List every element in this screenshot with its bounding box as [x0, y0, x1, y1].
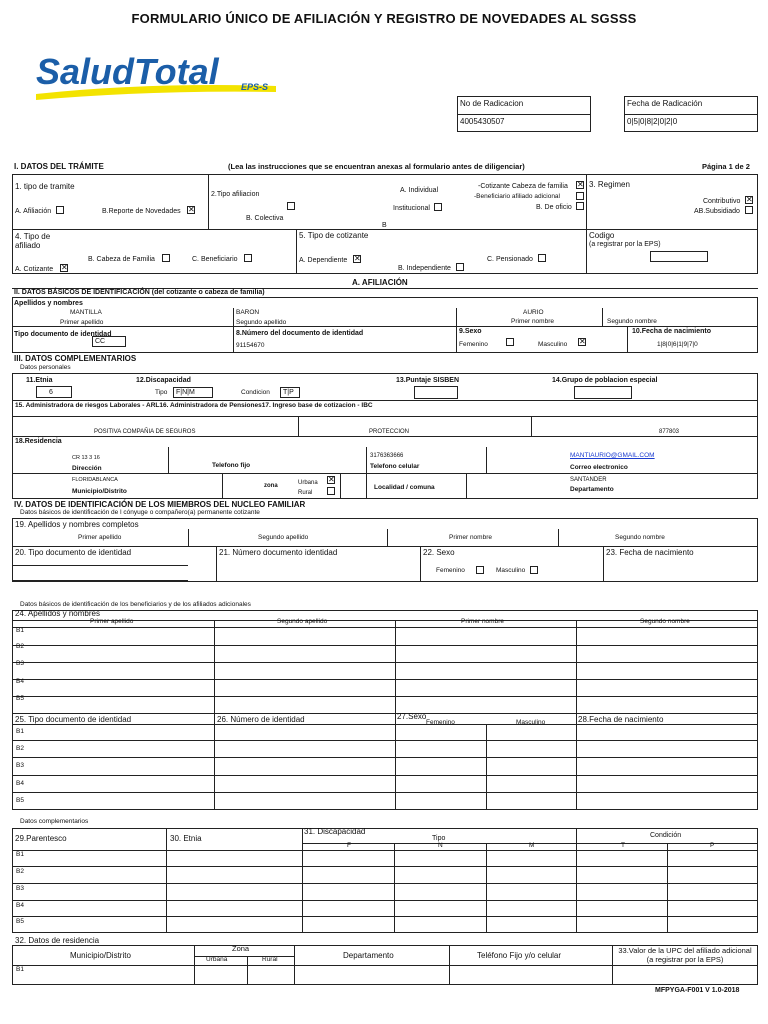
pensiones-value[interactable]: PROTECCION — [369, 429, 410, 435]
b-segundo-apellido: Segundo apellido — [277, 618, 328, 625]
tipo-doc-label: Tipo documento de identidad — [14, 331, 112, 338]
form-title: FORMULARIO ÚNICO DE AFILIACIÓN Y REGISTRO DE NOVEDADES AL SGSSS — [131, 11, 637, 26]
primer-nombre-value[interactable]: AURIO — [523, 309, 544, 316]
pensionado-option: C. Pensionado — [487, 256, 533, 263]
b-femenino-label: Femenino — [426, 719, 455, 726]
col-f: F — [347, 842, 351, 849]
contributivo-option: Contributivo — [703, 198, 741, 205]
num-doc-label: 8.Número del documento de identidad — [236, 330, 364, 337]
primer-nombre-label: Primer nombre — [511, 318, 554, 325]
conyuge-num-doc: 21. Número documento identidad — [219, 548, 338, 557]
poblacion-label: 14.Grupo de poblacion especial — [552, 377, 658, 384]
b-nacimiento-label: 28.Fecha de nacimiento — [578, 715, 664, 724]
tramite-section-title: I. DATOS DEL TRÁMITE — [14, 162, 104, 171]
subsidiado-checkbox[interactable] — [745, 206, 753, 214]
row-label-b5-doc: B5 — [16, 797, 24, 804]
tipo-tramite-label: 1. tipo de tramite — [15, 182, 75, 191]
individual-option: A. Individual — [400, 187, 439, 194]
reporte-checkbox[interactable]: ✕ — [188, 205, 195, 214]
b-condicion-label: Condición — [650, 832, 682, 839]
logo-text: SaludTotal — [36, 51, 219, 92]
b-masculino-label: Masculino — [516, 719, 546, 726]
b-discapacidad-label: 31. Discapacidad — [304, 827, 366, 836]
nacimiento-value[interactable]: 1|8|0|6|1|9|7|0 — [657, 341, 698, 348]
discapacidad-label: 12.Discapacidad — [136, 377, 191, 384]
independiente-option: B. Independiente — [398, 265, 451, 272]
sisben-field[interactable] — [414, 386, 458, 399]
basicos-heading: II. DATOS BÁSICOS DE IDENTIFICACIÓN (del cotizante o cabeza de familia) — [14, 289, 265, 296]
res-zona-label: Zona — [232, 944, 250, 953]
radicacion-label: No de Radicacion — [460, 99, 524, 108]
afiliacion-heading: A. AFILIACIÓN — [352, 278, 408, 287]
b-tipo-doc-label: 25. Tipo documento de identidad — [15, 715, 132, 724]
masculino-option: Masculino — [538, 341, 568, 348]
row-label-b5-comp: B5 — [16, 918, 24, 925]
urbana-option: Urbana — [298, 480, 318, 486]
segundo-nombre-label: Segundo nombre — [607, 318, 657, 325]
tipo-afiliado-label: 4. Tipo de afiliado — [15, 232, 51, 250]
urbana-checkbox[interactable]: ✕ — [328, 475, 335, 484]
row-label-b3: B3 — [16, 660, 24, 667]
fecha-radicacion-value[interactable]: 0|5|0|8|2|0|2|0 — [627, 117, 678, 126]
b-segundo-nombre: Segundo nombre — [640, 618, 690, 625]
etnia-label: 11.Etnia — [26, 377, 53, 384]
salud-total-logo — [32, 46, 282, 108]
institucional-option: Institucional — [393, 205, 430, 212]
row-label-b4-comp: B4 — [16, 902, 24, 909]
celular-value[interactable]: 3176363666 — [370, 453, 404, 459]
zona-label: zona — [264, 483, 278, 489]
page-number: Página 1 de 2 — [702, 162, 750, 171]
b-num-label: 26. Número de identidad — [217, 715, 305, 724]
res-municipio-label: Municipio/Distrito — [70, 951, 131, 960]
conyuge-primer-nombre: Primer nombre — [449, 534, 492, 541]
condicion-value[interactable]: T|P — [280, 387, 300, 398]
row-label-b1-res: B1 — [16, 966, 24, 973]
beneficiario-option: C. Beneficiario — [192, 256, 238, 263]
logo-sub: EPS-S — [241, 82, 269, 92]
row-label-b2-comp: B2 — [16, 868, 24, 875]
tipo-label: Tipo — [155, 389, 168, 396]
beneficiarios-names-table — [12, 610, 758, 810]
col-m: M — [529, 842, 535, 849]
cotizante-checkbox[interactable]: ✕ — [61, 263, 68, 272]
b-primer-nombre: Primer nombre — [461, 618, 504, 625]
primer-apellido-label: Primer apellido — [60, 319, 104, 326]
departamento-value[interactable]: SANTANDER — [570, 477, 607, 483]
conyuge-nacimiento: 23. Fecha de nacimiento — [606, 548, 694, 557]
celular-label: Telefono celular — [370, 463, 420, 470]
colectiva-checkbox[interactable] — [287, 202, 295, 210]
telefono-fijo-label: Telefono fijo — [212, 462, 251, 469]
dependiente-option: A. Dependiente — [299, 257, 348, 264]
beneficiario-adicional-option: -Beneficiario afiliado adicional — [474, 193, 560, 200]
res-rural-label: Rural — [262, 956, 278, 963]
codigo-field[interactable] — [650, 251, 708, 262]
femenino-checkbox[interactable] — [506, 338, 514, 346]
conyuge-primer-apellido: Primer apellido — [78, 534, 122, 541]
independiente-checkbox[interactable] — [456, 263, 464, 271]
row-label-b4-doc: B4 — [16, 780, 24, 787]
personales-label: Datos personales — [20, 364, 71, 371]
beneficiario-checkbox[interactable] — [244, 254, 252, 262]
row-label-b1: B1 — [16, 627, 24, 634]
radicacion-value[interactable]: 4005430507 — [460, 117, 505, 126]
cotizante-cabeza-checkbox[interactable]: ✕ — [577, 180, 584, 189]
footer-code: MFPYGA-F001 V 1.0-2018 — [655, 987, 740, 994]
afiliacion-option: A. Afiliación — [15, 208, 52, 215]
row-label-b5: B5 — [16, 695, 24, 702]
tipo-value[interactable]: F|N|M — [173, 387, 213, 398]
conyuge-masculino-checkbox[interactable] — [530, 566, 538, 574]
cabeza-familia-option: B. Cabeza de Familia — [88, 256, 155, 263]
fecha-radicacion-label: Fecha de Radicación — [627, 99, 703, 108]
b-primer-apellido: Primer apellido — [90, 618, 134, 625]
rural-option: Rural — [298, 490, 313, 496]
b-tipo-label: Tipo — [432, 835, 446, 842]
residencia-label: 32. Datos de residencia — [15, 936, 100, 945]
codigo-sub: (a registrar por la EPS) — [589, 241, 661, 248]
conyuge-tipo-doc: 20. Tipo documento de identidad — [15, 548, 132, 557]
contributivo-checkbox[interactable]: ✕ — [746, 195, 753, 204]
row-label-b2: B2 — [16, 643, 24, 650]
poblacion-field[interactable] — [574, 386, 632, 399]
arl-value[interactable]: POSITIVA COMPAÑIA DE SEGUROS — [94, 429, 196, 435]
cabeza-familia-checkbox[interactable] — [162, 254, 170, 262]
afiliacion-checkbox[interactable] — [56, 206, 64, 214]
beneficiario-adicional-checkbox[interactable] — [576, 192, 584, 200]
nacimiento-label: 10.Fecha de nacimiento — [632, 328, 711, 335]
departamento-label: Departamento — [570, 486, 614, 493]
institucional-checkbox[interactable] — [434, 203, 442, 211]
cotizante-cabeza-option: -Cotizante Cabeza de familia — [478, 183, 568, 190]
num-doc-value[interactable]: 91154670 — [236, 342, 265, 349]
beneficiarios-apellidos-label: 24. Apellidos y nombres — [15, 609, 100, 618]
res-urbana-label: Urbana — [206, 956, 228, 963]
arl-line-label: 15. Administradora de riesgos Laborales - ARL16. Administradora de Pensiones17. Ingreso base de cotizacion - IBC — [15, 402, 373, 409]
col-t: T — [621, 842, 625, 849]
femenino-option: Femenino — [459, 341, 488, 348]
conyuge-sexo: 22. Sexo — [423, 548, 455, 557]
reporte-option: B.Reporte de Novedades — [102, 208, 181, 215]
pensionado-checkbox[interactable] — [538, 254, 546, 262]
tipo-doc-value[interactable]: CC — [92, 336, 126, 347]
municipio-label: Municipio/Distrito — [72, 488, 127, 495]
b-sexo-label: 27.Sexo — [397, 712, 427, 721]
dependiente-checkbox[interactable]: ✕ — [354, 254, 361, 263]
direccion-label: Dirección — [72, 465, 102, 472]
codigo-label: Codigo — [589, 231, 615, 240]
residencia-label: 18.Residencia — [15, 438, 62, 445]
parentesco-label: 29.Parentesco — [15, 834, 67, 843]
segundo-apellido-value[interactable]: BARON — [236, 309, 260, 316]
de-oficio-option: B. De oficio — [536, 204, 572, 211]
masculino-checkbox[interactable]: ✕ — [579, 337, 586, 346]
instructions-text: (Lea las instrucciones que se encuentran anexas al formulario antes de diligenciar) — [228, 162, 525, 171]
conyuge-segundo-nombre: Segundo nombre — [615, 534, 665, 541]
segundo-apellido-label: Segundo apellido — [236, 319, 287, 326]
email-label: Correo electronico — [570, 464, 628, 471]
sisben-label: 13.Puntaje SISBEN — [396, 377, 460, 384]
res-upc-label: 33.Valor de la UPC del afiliado adicional (a registrar por la EPS) — [618, 946, 752, 964]
tipo-afiliacion-label: 2.Tipo afiliacion — [211, 191, 260, 198]
complementarios-heading: III. DATOS COMPLEMENTARIOS — [14, 354, 137, 363]
conyuge-femenino-checkbox[interactable] — [476, 566, 484, 574]
conyuge-masculino: Masculino — [496, 567, 526, 574]
tipo-cotizante-label: 5. Tipo de cotizante — [299, 231, 369, 240]
row-label-b4: B4 — [16, 678, 24, 685]
res-telefono-label: Teléfono Fijo y/o celular — [477, 951, 562, 960]
rural-checkbox[interactable] — [327, 487, 335, 495]
col-p: P — [710, 842, 715, 849]
direccion-value[interactable]: CR 13 3 16 — [72, 455, 100, 461]
etnia-value[interactable]: 6 — [36, 386, 72, 398]
row-label-b2-doc: B2 — [16, 745, 24, 752]
conyuge-apellidos-label: 19. Apellidos y nombres completos — [15, 520, 139, 529]
ibc-value[interactable]: 877803 — [659, 429, 680, 435]
sexo-label: 9.Sexo — [459, 328, 482, 335]
apellidos-nombres-label: Apellidos y nombres — [14, 300, 83, 307]
municipio-value[interactable]: FLORIDABLANCA — [72, 477, 118, 483]
colectiva-option: B. Colectiva — [246, 215, 284, 222]
datos-complementarios-label: Datos complementarios — [20, 818, 89, 825]
conyuge-femenino: Femenino — [436, 567, 465, 574]
subsidiado-option: AB.Subsidiado — [694, 208, 740, 215]
cotizante-option: A. Cotizante — [15, 266, 54, 273]
conyuge-segundo-apellido: Segundo apellido — [258, 534, 309, 541]
conyuge-subheading: Datos básicos de identificación de l cónyuge o compañero(a) permanente cotizante — [20, 509, 260, 516]
res-departamento-label: Departamento — [343, 951, 394, 960]
row-label-b3-doc: B3 — [16, 762, 24, 769]
b-etnia-label: 30. Etnia — [170, 834, 202, 843]
de-oficio-checkbox[interactable] — [576, 202, 584, 210]
regimen-label: 3. Regimen — [589, 180, 630, 189]
col-n: N — [438, 842, 443, 849]
row-label-b1-doc: B1 — [16, 728, 24, 735]
nucleo-heading: IV. DATOS DE IDENTIFICACIÓN DE LOS MIEMBROS DEL NUCLEO FAMILIAR — [14, 500, 306, 509]
primer-apellido-value[interactable]: MANTILLA — [70, 309, 102, 316]
beneficiarios-subheading: Datos básicos de identificación de los beneficiarios y de los afiliados adicionales — [20, 601, 251, 608]
row-label-b3-comp: B3 — [16, 885, 24, 892]
localidad-label: Localidad / comuna — [374, 484, 435, 491]
email-value[interactable]: MANTIAURIO@GMAIL.COM — [570, 452, 655, 459]
condicion-label: Condicion — [241, 389, 270, 396]
b-label: B — [382, 222, 387, 229]
row-label-b1-comp: B1 — [16, 851, 24, 858]
